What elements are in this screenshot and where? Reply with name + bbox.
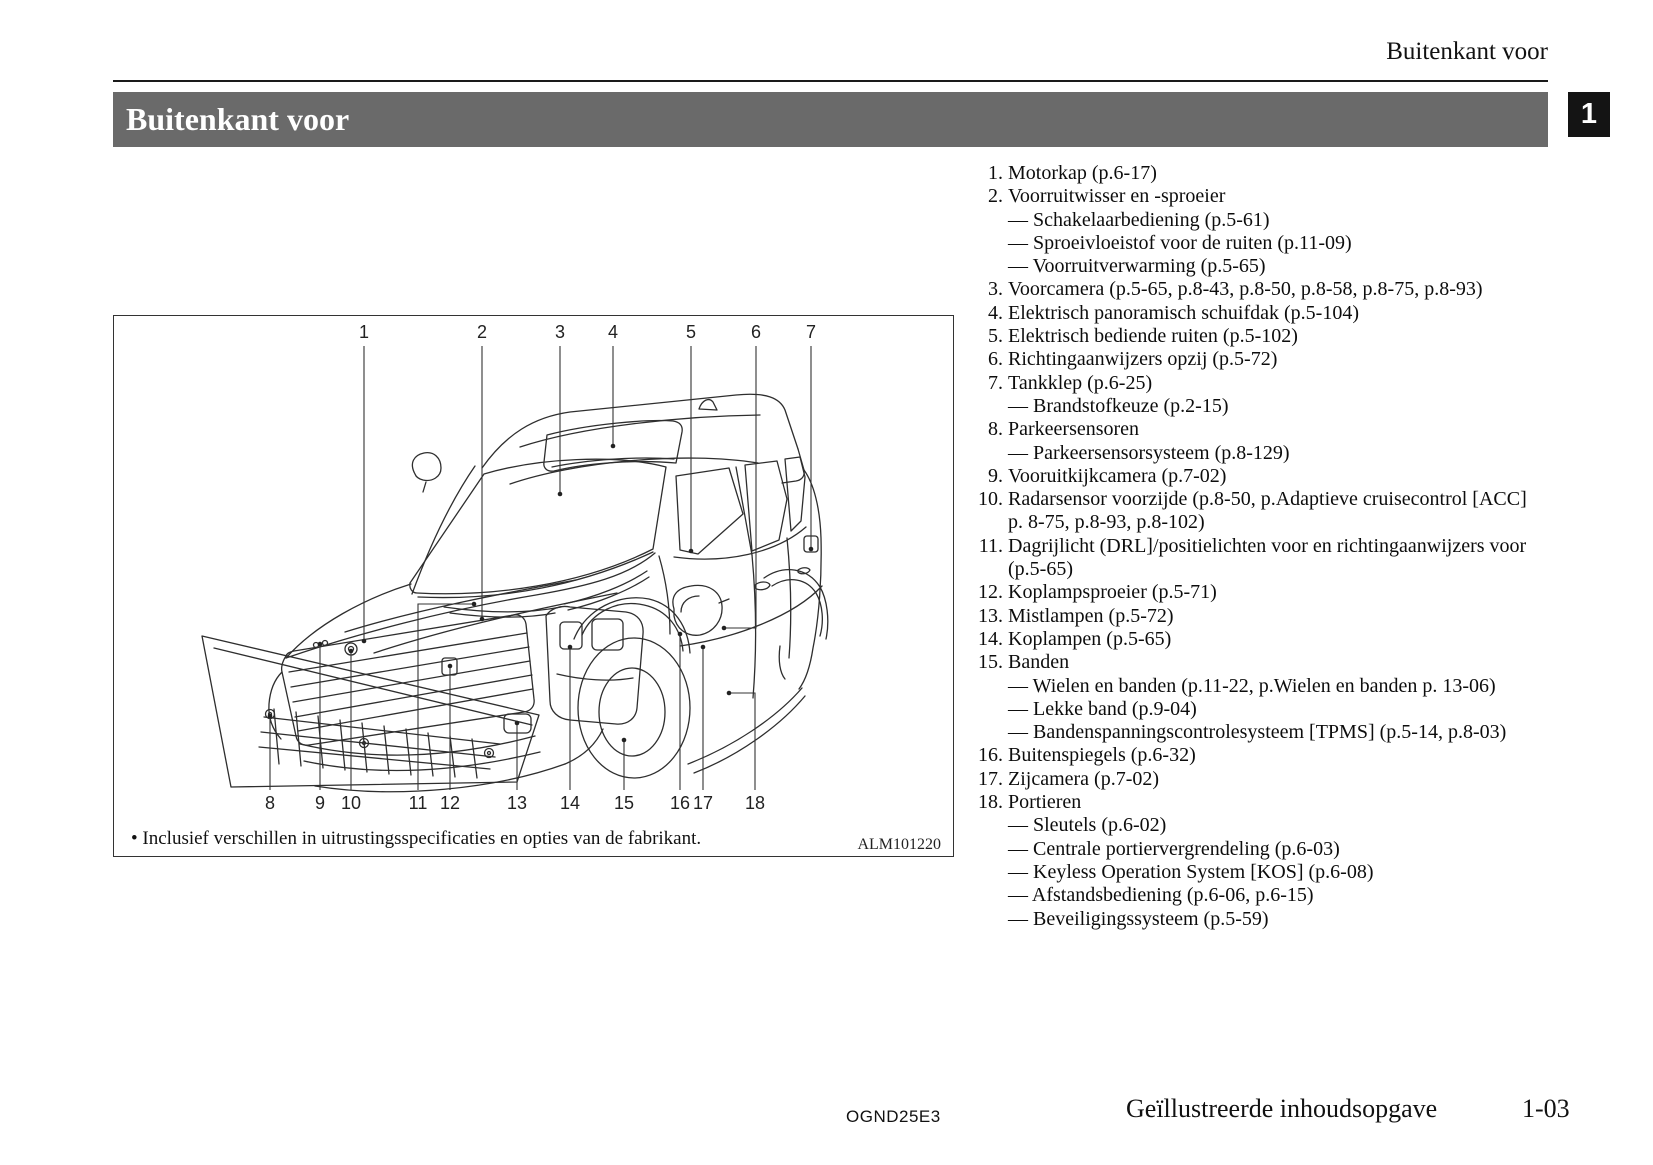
callout-number-10: 10 [340, 793, 362, 813]
item-text: Vooruitkijkcamera (p.7-02) [1008, 464, 1227, 487]
figure-box [113, 315, 954, 857]
parts-list-item [961, 535, 1651, 558]
item-number: 6. [988, 348, 1003, 371]
callout-number-6: 6 [750, 322, 762, 342]
parts-list-item [961, 744, 1651, 767]
parts-list-item [961, 791, 1651, 814]
item-text: Radarsensor voorzijde (p.8-50, p.Adaptieve cruisecontrol [ACC] [1008, 488, 1527, 511]
callout-lines [270, 346, 811, 790]
item-text: Voorcamera (p.5-65, p.8-43, p.8-50, p.8-58, p.8-75, p.8-93) [1008, 278, 1483, 301]
parts-list-subitem: — Wielen en banden (p.11-22, p.Wielen en banden p. 13-06) [1008, 674, 1496, 697]
callout-number-3: 3 [554, 322, 566, 342]
parts-list-subitem: — Schakelaarbediening (p.5-61) [1008, 208, 1270, 231]
footer-section-title: Geïllustreerde inhoudsopgave [1126, 1094, 1438, 1123]
item-text: Mistlampen (p.5-72) [1008, 604, 1174, 627]
item-number: 7. [988, 371, 1003, 394]
figure-code: ALM101220 [857, 836, 941, 853]
item-text: Parkeersensoren [1008, 418, 1140, 441]
callout-number-8: 8 [264, 793, 276, 813]
item-number: 4. [988, 301, 1003, 324]
parts-list-item [961, 605, 1651, 628]
item-number: 8. [988, 418, 1003, 441]
parts-list-item [961, 581, 1651, 604]
item-text: Portieren [1008, 791, 1082, 814]
parts-list-subitem: — Keyless Operation System [KOS] (p.6-08) [1008, 860, 1374, 883]
item-text: Koplampen (p.5-65) [1008, 627, 1172, 650]
parts-list-item [961, 418, 1651, 441]
parts-list-item [961, 628, 1651, 651]
item-text: Motorkap (p.6-17) [1008, 162, 1157, 184]
page-title: Buitenkant voor [126, 101, 350, 137]
callout-number-2: 2 [476, 322, 488, 342]
parts-list-item [961, 348, 1651, 371]
item-number: 9. [988, 464, 1003, 487]
parts-list-subitem: — Brandstofkeuze (p.2-15) [1008, 394, 1229, 417]
car-body-lines [202, 394, 828, 791]
callout-number-18: 18 [744, 793, 766, 813]
item-text: Voorruitwisser en -sproeier [1008, 185, 1226, 208]
item-number: 5. [988, 325, 1003, 348]
callout-number-7: 7 [805, 322, 817, 342]
parts-list-subitem: — Centrale portiervergrendeling (p.6-03) [1008, 837, 1340, 860]
car-line-drawing [114, 316, 953, 856]
parts-list-subitem: — Sleutels (p.6-02) [1008, 814, 1167, 837]
item-text: Banden [1008, 651, 1070, 674]
section-title-bar [113, 92, 1548, 147]
item-number: 13. [978, 604, 1003, 627]
parts-list-item [961, 372, 1651, 395]
parts-list-item [961, 488, 1651, 511]
callout-endpoint-dots [268, 444, 814, 743]
item-number: 12. [978, 581, 1003, 604]
item-text: Koplampsproeier (p.5-71) [1008, 581, 1217, 604]
callout-number-1: 1 [358, 322, 370, 342]
callout-number-4: 4 [607, 322, 619, 342]
item-number: 17. [978, 767, 1003, 790]
parts-list-subitem: — Afstandsbediening (p.6-06, p.6-15) [1008, 884, 1314, 907]
item-text-continuation: p. 8-75, p.8-93, p.8-102) [1008, 511, 1205, 534]
footer-page-number: 1-03 [1522, 1094, 1570, 1123]
item-number: 14. [978, 627, 1003, 650]
item-number: 16. [978, 744, 1003, 767]
parts-list-item [961, 162, 1651, 185]
callout-number-14: 14 [559, 793, 581, 813]
callout-number-9: 9 [314, 793, 326, 813]
item-number: 18. [978, 791, 1003, 814]
parts-list-subitem: — Voorruitverwarming (p.5-65) [1008, 255, 1266, 278]
item-number: 10. [978, 488, 1003, 511]
parts-list-item [961, 768, 1651, 791]
parts-list-item [961, 185, 1651, 208]
item-number: 3. [988, 278, 1003, 301]
parts-list-item [961, 651, 1651, 674]
callout-number-12: 12 [439, 793, 461, 813]
item-number: 11. [978, 534, 1003, 557]
header-rule [113, 80, 1548, 82]
parts-list-item [961, 325, 1651, 348]
parts-list-item [961, 302, 1651, 325]
item-text: Zijcamera (p.7-02) [1008, 767, 1160, 790]
item-text: Richtingaanwijzers opzij (p.5-72) [1008, 348, 1278, 371]
item-number: 1. [988, 162, 1003, 184]
item-text: Buitenspiegels (p.6-32) [1008, 744, 1196, 767]
footer-doc-code: OGND25E3 [846, 1107, 941, 1126]
parts-list-subitem: — Bandenspanningscontrolesysteem [TPMS] (p.5-14, p.8-03) [1008, 721, 1507, 744]
callout-number-11: 11 [408, 793, 428, 813]
item-text: Elektrisch bediende ruiten (p.5-102) [1008, 325, 1298, 348]
parts-list-item [961, 465, 1651, 488]
callout-number-17: 17 [692, 793, 714, 813]
running-header: Buitenkant voor [1386, 38, 1548, 65]
callout-number-16: 16 [669, 793, 691, 813]
item-number: 2. [988, 185, 1003, 208]
item-number: 15. [978, 651, 1003, 674]
parts-list-subitem: — Beveiligingssysteem (p.5-59) [1008, 907, 1269, 930]
item-text-continuation: (p.5-65) [1008, 558, 1073, 581]
parts-list [961, 162, 1651, 931]
item-text: Elektrisch panoramisch schuifdak (p.5-104) [1008, 301, 1360, 324]
callout-number-5: 5 [685, 322, 697, 342]
figure-caption: • Inclusief verschillen in uitrustingsspecificaties en opties van de fabrikant. [131, 828, 702, 849]
parts-list-item [961, 278, 1651, 301]
callout-number-15: 15 [613, 793, 635, 813]
parts-list-subitem: — Parkeersensorsysteem (p.8-129) [1008, 441, 1290, 464]
callout-number-13: 13 [506, 793, 528, 813]
item-text: Dagrijlicht (DRL]/positielichten voor en richtingaanwijzers voor [1008, 534, 1527, 557]
parts-list-subitem: — Lekke band (p.9-04) [1008, 697, 1197, 720]
item-text: Tankklep (p.6-25) [1008, 371, 1153, 394]
chapter-tab: 1 [1568, 92, 1610, 137]
parts-list-subitem: — Sproeivloeistof voor de ruiten (p.11-09) [1008, 231, 1352, 254]
